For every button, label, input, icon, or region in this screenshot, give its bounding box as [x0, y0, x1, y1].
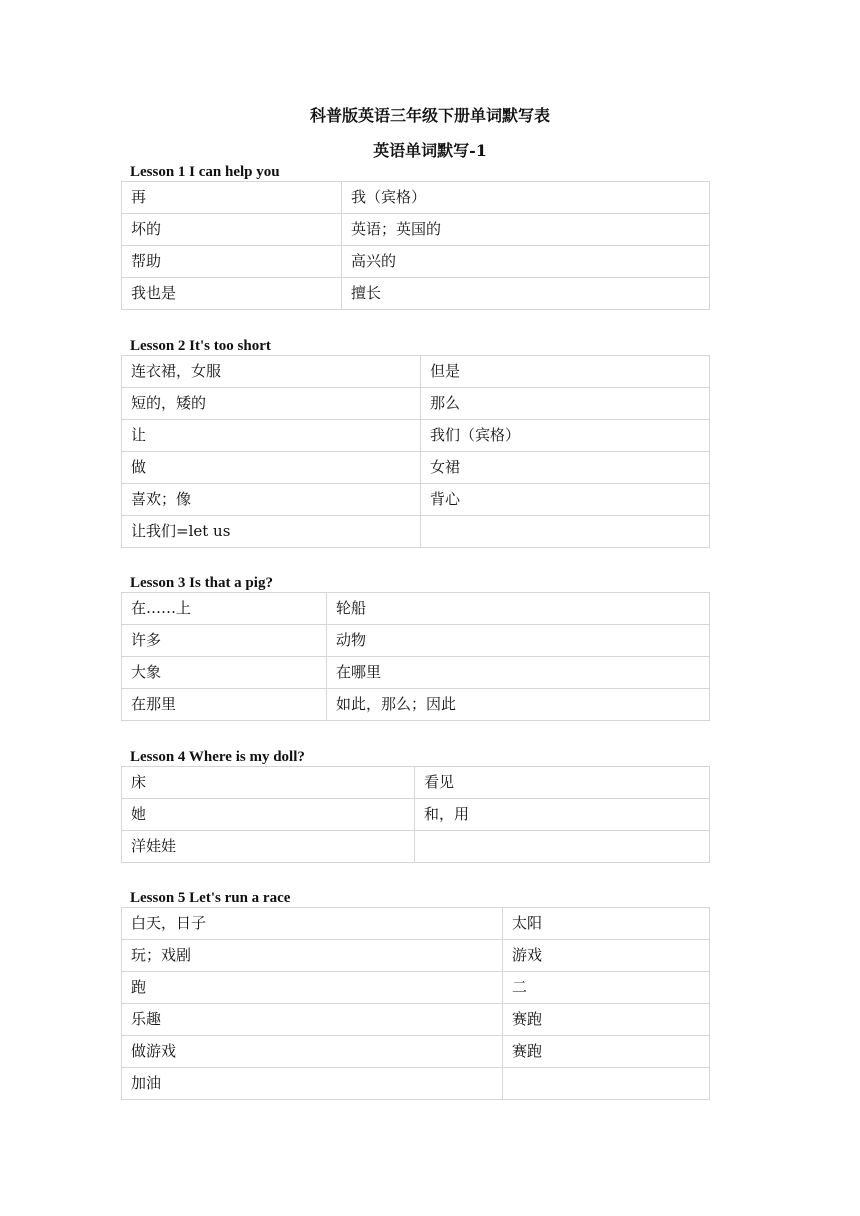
- vocab-table: [121, 181, 710, 310]
- table-cell: 跑: [122, 972, 503, 1004]
- table-cell: 我们（宾格）: [421, 420, 710, 452]
- table-cell: [503, 1068, 710, 1100]
- table-row: [122, 799, 710, 831]
- table-cell: 太阳: [503, 908, 710, 940]
- vocab-table: [121, 592, 710, 721]
- vocab-table: [121, 766, 710, 863]
- table-cell: 和，用: [415, 799, 710, 831]
- table-cell: 看见: [415, 767, 710, 799]
- lesson-section: [121, 749, 709, 863]
- table-cell: 轮船: [327, 593, 710, 625]
- table-row: [122, 516, 710, 548]
- table-row: [122, 972, 710, 1004]
- table-cell: 洋娃娃: [122, 831, 415, 863]
- table-cell: 连衣裙，女服: [122, 356, 421, 388]
- table-row: [122, 625, 710, 657]
- table-row: [122, 767, 710, 799]
- lesson-heading: Lesson 3 Is that a pig?: [130, 575, 273, 591]
- table-row: [122, 657, 710, 689]
- table-cell: 背心: [421, 484, 710, 516]
- table-cell: 白天，日子: [122, 908, 503, 940]
- table-row: [122, 1004, 710, 1036]
- table-row: [122, 278, 710, 310]
- table-row: [122, 420, 710, 452]
- lesson-heading: Lesson 4 Where is my doll?: [130, 749, 305, 765]
- table-cell: 二: [503, 972, 710, 1004]
- sub-title: 英语单词默写-1: [373, 141, 487, 160]
- lesson-section: [121, 164, 709, 310]
- table-cell: 加油: [122, 1068, 503, 1100]
- table-cell: [415, 831, 710, 863]
- table-row: [122, 452, 710, 484]
- lesson-section: [121, 575, 709, 721]
- table-cell: 在哪里: [327, 657, 710, 689]
- table-cell: 赛跑: [503, 1004, 710, 1036]
- table-cell: 在……上: [122, 593, 327, 625]
- table-row: [122, 689, 710, 721]
- table-cell: 帮助: [122, 246, 342, 278]
- table-cell: 我（宾格）: [342, 182, 710, 214]
- table-cell: 让我们=let us: [122, 516, 421, 548]
- lesson-heading: Lesson 5 Let's run a race: [130, 890, 291, 906]
- table-cell: 但是: [421, 356, 710, 388]
- table-row: [122, 908, 710, 940]
- table-cell: 床: [122, 767, 415, 799]
- table-cell: 赛跑: [503, 1036, 710, 1068]
- table-cell: [421, 516, 710, 548]
- table-cell: 高兴的: [342, 246, 710, 278]
- table-cell: 许多: [122, 625, 327, 657]
- table-cell: 动物: [327, 625, 710, 657]
- table-row: [122, 388, 710, 420]
- table-row: [122, 246, 710, 278]
- table-row: [122, 356, 710, 388]
- table-cell: 游戏: [503, 940, 710, 972]
- vocab-table: [121, 355, 710, 548]
- table-row: [122, 1036, 710, 1068]
- table-cell: 玩；戏剧: [122, 940, 503, 972]
- table-cell: 擅长: [342, 278, 710, 310]
- table-row: [122, 593, 710, 625]
- lesson-heading: Lesson 1 I can help you: [130, 164, 280, 180]
- vocab-table: [121, 907, 710, 1100]
- table-cell: 再: [122, 182, 342, 214]
- table-cell: 短的，矮的: [122, 388, 421, 420]
- table-cell: 在那里: [122, 689, 327, 721]
- table-cell: 女裙: [421, 452, 710, 484]
- table-cell: 那么: [421, 388, 710, 420]
- table-row: [122, 831, 710, 863]
- table-cell: 英语；英国的: [342, 214, 710, 246]
- lesson-section: [121, 890, 709, 1100]
- table-cell: 做游戏: [122, 1036, 503, 1068]
- lesson-heading: Lesson 2 It's too short: [130, 338, 271, 354]
- table-cell: 让: [122, 420, 421, 452]
- table-cell: 乐趣: [122, 1004, 503, 1036]
- table-cell: 喜欢；像: [122, 484, 421, 516]
- table-row: [122, 940, 710, 972]
- table-cell: 大象: [122, 657, 327, 689]
- lesson-section: [121, 338, 709, 548]
- table-cell: 我也是: [122, 278, 342, 310]
- table-cell: 如此，那么；因此: [327, 689, 710, 721]
- table-row: [122, 484, 710, 516]
- table-cell: 坏的: [122, 214, 342, 246]
- table-row: [122, 214, 710, 246]
- table-row: [122, 1068, 710, 1100]
- table-row: [122, 182, 710, 214]
- table-cell: 做: [122, 452, 421, 484]
- table-cell: 她: [122, 799, 415, 831]
- page-title: 科普版英语三年级下册单词默写表: [309, 106, 550, 125]
